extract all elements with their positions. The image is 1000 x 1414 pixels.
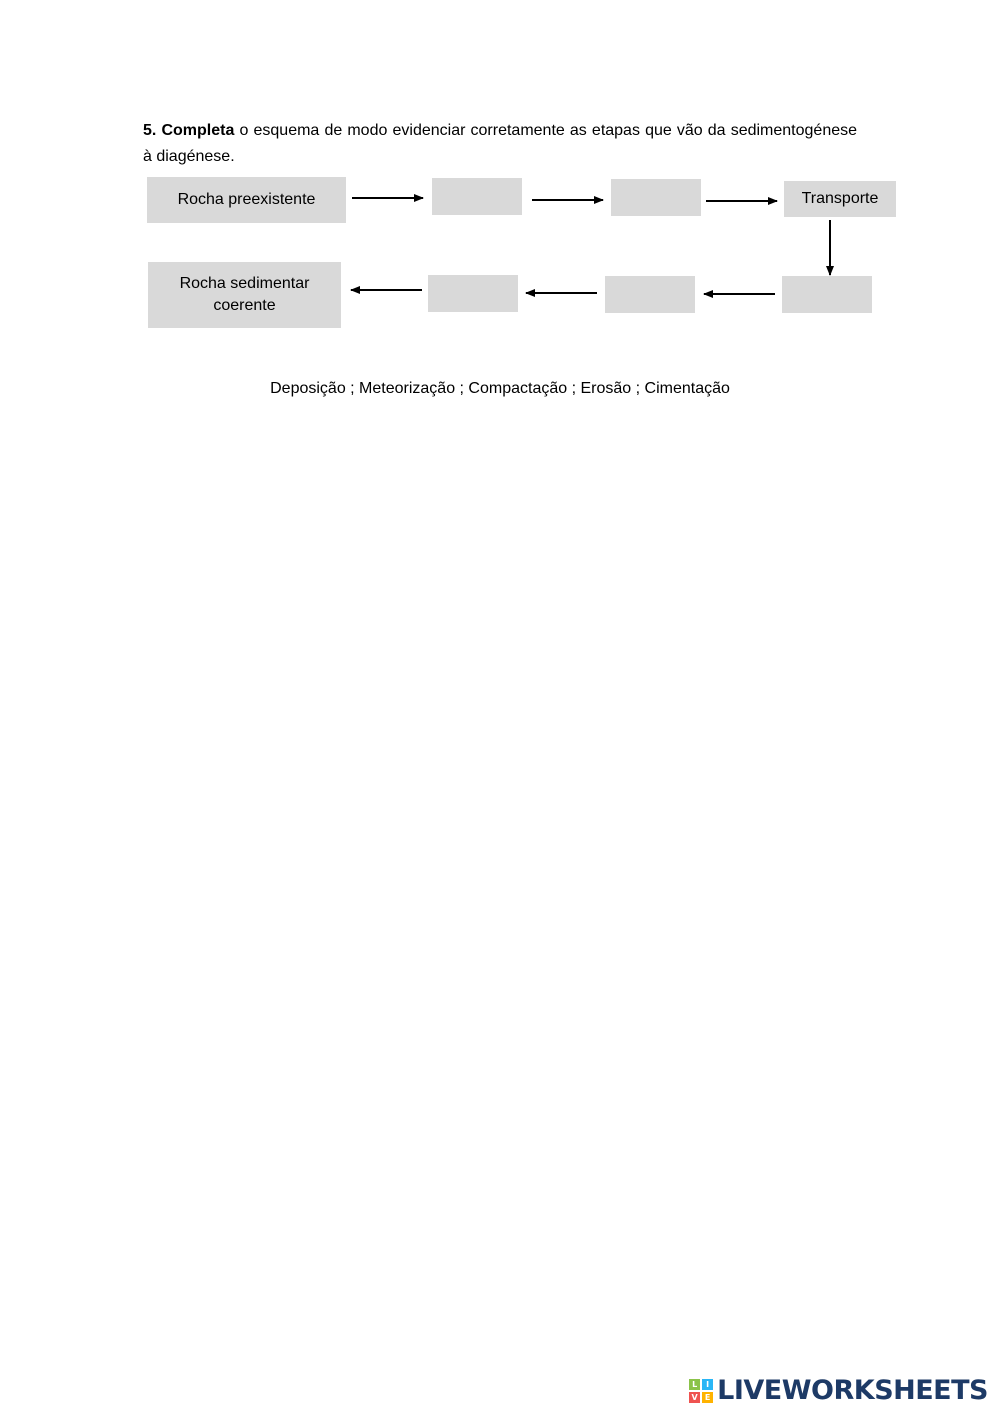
node-transporte (784, 181, 896, 217)
blank-box-3[interactable] (782, 276, 872, 313)
blank-box-2[interactable] (611, 179, 701, 216)
question-verb: Completa (161, 122, 235, 139)
question-text: o esquema de modo evidenciar corretamente as etapas que vão da sedimentogénese à diagénese. (143, 122, 858, 165)
blank-box-5[interactable] (428, 275, 518, 312)
node-label: Rocha preexistente (177, 191, 316, 208)
node-rocha-preexistente (147, 177, 346, 223)
liveworksheets-logo-icon (689, 1379, 713, 1403)
question-number: 5. (143, 122, 157, 139)
liveworksheets-wordmark: LIVEWORKSHEETS (717, 1375, 988, 1406)
liveworksheets-logo (689, 1375, 988, 1406)
node-label: Transporte (801, 190, 879, 207)
logo-tile-v: V (689, 1392, 700, 1403)
node-rocha-sedimentar-coerente (148, 262, 341, 328)
logo-tile-l: L (689, 1379, 700, 1390)
blank-box-4[interactable] (605, 276, 695, 313)
blank-box-1[interactable] (432, 178, 522, 215)
node-label: Rocha sedimentar coerente (179, 275, 310, 314)
logo-tile-i: I (702, 1379, 713, 1390)
logo-tile-e: E (702, 1392, 713, 1403)
question-prompt (143, 118, 857, 170)
word-bank: Deposição ; Meteorização ; Compactação ; Erosão ; Cimentação (270, 380, 730, 397)
